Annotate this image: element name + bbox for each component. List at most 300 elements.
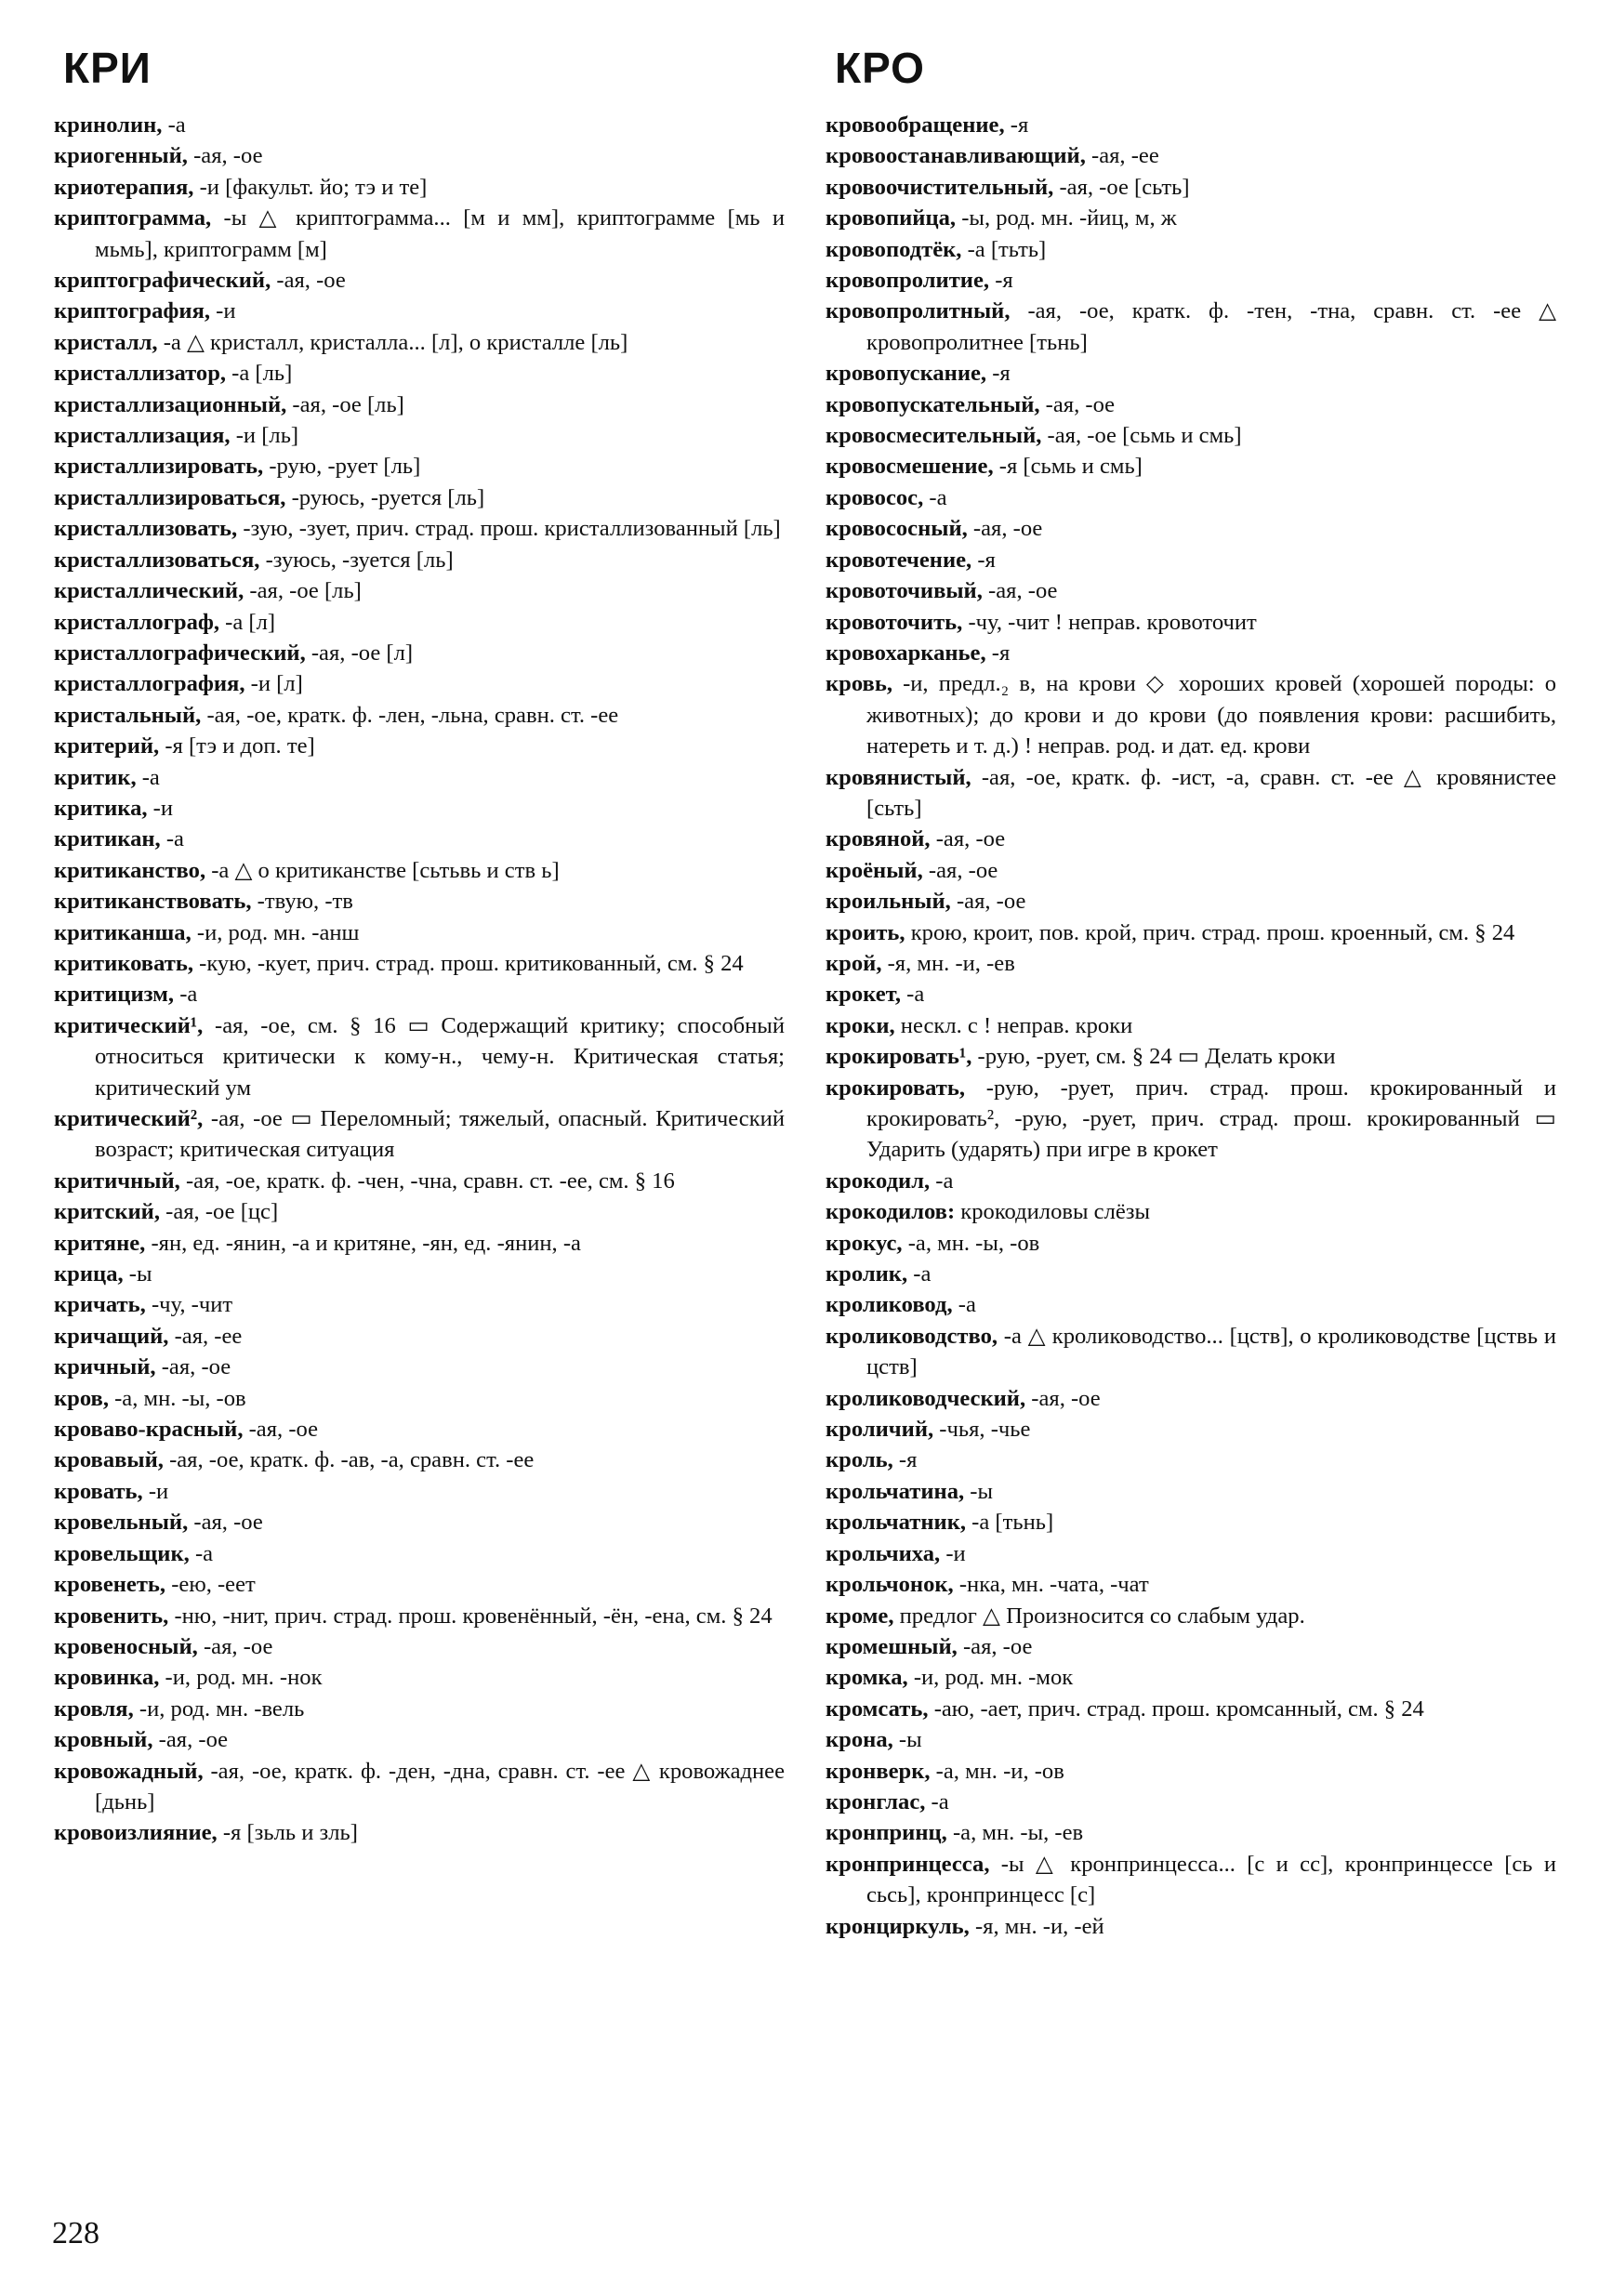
entry-headword: кровопийца,: [826, 205, 957, 231]
entry-body: -а: [907, 1261, 932, 1287]
entry-body: -чу, -чит: [145, 1292, 233, 1318]
dictionary-entry: [826, 1321, 1556, 1383]
entry-headword: крокировать,: [826, 1075, 966, 1101]
entry-body: -ая, -ое ▭ Переломный; тяжелый, опасный. Критический возраст; критическая ситуация: [95, 1106, 785, 1163]
dictionary-entry: [826, 451, 1556, 482]
entry-body: -я, мн. -и, -ей: [969, 1913, 1104, 1939]
entry-body: -и: [940, 1540, 966, 1566]
dictionary-entry: [54, 451, 785, 482]
entry-body: -ая, -ое: [243, 1417, 319, 1443]
dictionary-entry: [54, 1569, 785, 1600]
entry-headword: кринолин,: [54, 112, 163, 138]
dictionary-entry: [54, 1817, 785, 1848]
entry-headword: кричащий,: [54, 1323, 169, 1349]
dictionary-entry: [54, 1538, 785, 1569]
dictionary-entry: [826, 1694, 1556, 1724]
entry-body: -и [ль]: [230, 423, 299, 449]
dictionary-entry: [54, 1228, 785, 1259]
entry-headword: кристаллограф,: [54, 609, 220, 635]
entry-body: -и, предл.₂ в, на крови ◇ хороших кровей (хорошей породы: о животных); до крови и до крови (до появления крови: расшибить, натереть и т. д.) ! неправ. род. и дат. ед. крови: [866, 671, 1556, 759]
entry-headword: кристалл,: [54, 329, 158, 355]
entry-headword: критиковать,: [54, 950, 193, 976]
dictionary-entry: [826, 1756, 1556, 1787]
entry-body: -руюсь, -руется [ль]: [285, 484, 485, 510]
entry-body: -я: [1004, 112, 1029, 138]
entry-headword: кровообращение,: [826, 112, 1005, 138]
dictionary-entry: [826, 203, 1556, 233]
entry-body: -я: [985, 640, 1011, 666]
entry-body: -я: [892, 1447, 918, 1473]
dictionary-entry: [826, 638, 1556, 668]
entry-headword: кроме,: [826, 1603, 894, 1629]
dictionary-entry: [54, 1321, 785, 1352]
dictionary-entry: [826, 1383, 1556, 1414]
entry-body: -а △ кристалл, кристалла... [л], о кристалле [ль]: [157, 329, 628, 355]
dictionary-entry: [54, 140, 785, 171]
entry-body: -ая, -ое [ль]: [244, 578, 362, 604]
dictionary-entry: [54, 545, 785, 575]
entry-headword: критический²,: [54, 1106, 204, 1131]
dictionary-entry: [54, 762, 785, 793]
entry-body: -ею, -еет: [165, 1572, 256, 1598]
entry-body: -я [тэ и доп. те]: [159, 733, 315, 759]
entry-headword: кронпринцесса,: [826, 1851, 990, 1877]
entry-headword: кровяной,: [826, 826, 931, 852]
running-head-left: КРИ: [63, 44, 152, 92]
dictionary-entry: [54, 1352, 785, 1382]
dictionary-entry: [54, 1694, 785, 1724]
entry-headword: кровоостанавливающий,: [826, 143, 1086, 169]
entry-headword: кровосос,: [826, 484, 924, 510]
entry-headword: кристаллизоваться,: [54, 547, 260, 573]
dictionary-entry: [54, 700, 785, 731]
dictionary-entry: [826, 513, 1556, 544]
entry-body: -а △ кролиководство... [цств], о кролиководстве [цствь и цств]: [866, 1323, 1556, 1380]
dictionary-entry: [54, 420, 785, 451]
dictionary-entry: [54, 948, 785, 979]
entry-body: -ая, -ое: [950, 889, 1026, 915]
entry-body: -а: [923, 484, 947, 510]
entry-headword: криптографический,: [54, 268, 271, 294]
entry-body: -я [зьль и зль]: [217, 1820, 358, 1846]
dictionary-entry: [826, 917, 1556, 948]
entry-body: -я, мн. -и, -ев: [881, 950, 1015, 976]
dictionary-entry: [54, 172, 785, 203]
entry-headword: кровь,: [826, 671, 892, 697]
entry-headword: кровянистый,: [826, 764, 971, 790]
dictionary-entry: [54, 731, 785, 761]
entry-body: -ая, -ое: [982, 578, 1058, 604]
entry-headword: крокодил,: [826, 1168, 931, 1194]
entry-body: -а, мн. -ы, -ов: [902, 1230, 1040, 1256]
dictionary-entry: [826, 1911, 1556, 1942]
entry-headword: криотерапия,: [54, 174, 194, 200]
entry-headword: крокировать¹,: [826, 1044, 972, 1070]
entry-headword: кронпринц,: [826, 1820, 947, 1846]
entry-body: -а: [925, 1788, 949, 1814]
entry-headword: кровный,: [54, 1727, 153, 1753]
entry-body: -ая, -ое [л]: [305, 640, 414, 666]
entry-headword: кроить,: [826, 919, 905, 945]
dictionary-entry: [54, 1414, 785, 1445]
entry-body: -ы △ кронпринцесса... [с и сс], кронпринцессе [сь и сьсь], кронпринцесс [с]: [866, 1851, 1556, 1908]
dictionary-entry: [54, 855, 785, 886]
entry-body: -и: [147, 795, 174, 821]
entry-body: -я: [971, 547, 996, 573]
entry-headword: кроваво-красный,: [54, 1417, 244, 1443]
dictionary-entry: [826, 855, 1556, 886]
dictionary-entry: [54, 482, 785, 513]
dictionary-entry: [54, 1196, 785, 1227]
entry-body: -ая, -ое, кратк. ф. -ден, -дна, сравн. ст. -ее △ кровожаднее [дьнь]: [95, 1758, 785, 1814]
entry-headword: крольчонок,: [826, 1572, 954, 1598]
dictionary-entry: [826, 1196, 1556, 1227]
entry-body: -ы: [892, 1727, 922, 1753]
dictionary-entry: [54, 1507, 785, 1537]
dictionary-entry: [826, 762, 1556, 825]
dictionary-entry: [826, 1414, 1556, 1445]
dictionary-entry: [826, 1849, 1556, 1911]
entry-body: нескл. с ! неправ. кроки: [894, 1012, 1133, 1038]
entry-headword: криптограмма,: [54, 205, 212, 231]
dictionary-entry: [826, 1073, 1556, 1166]
page-number: 228: [52, 2216, 99, 2250]
entry-headword: кристаллизовать,: [54, 516, 238, 542]
entry-headword: кристаллизатор,: [54, 361, 227, 387]
entry-headword: кроки,: [826, 1012, 895, 1038]
entry-body: -ы: [964, 1478, 994, 1504]
entry-headword: критик,: [54, 764, 137, 790]
entry-headword: кровенить,: [54, 1603, 169, 1629]
entry-body: -ая, -ое: [187, 143, 263, 169]
dictionary-entry: [826, 1166, 1556, 1196]
entry-headword: кристаллизация,: [54, 423, 231, 449]
dictionary-entry: [826, 948, 1556, 979]
entry-headword: кричный,: [54, 1354, 156, 1380]
entry-headword: кровельщик,: [54, 1540, 190, 1566]
entry-headword: кровоточить,: [826, 609, 963, 635]
entry-headword: кристаллизационный,: [54, 391, 287, 417]
entry-body: -ая, -ое [сьмь и смь]: [1041, 423, 1242, 449]
entry-headword: кроликовод,: [826, 1292, 953, 1318]
dictionary-entry: [826, 886, 1556, 917]
entry-body: -ая, -ое: [155, 1354, 231, 1380]
entry-body: -и, род. мн. -вель: [133, 1696, 305, 1722]
dictionary-entry: [826, 110, 1556, 140]
entry-headword: критика,: [54, 795, 148, 821]
dictionary-entry: [826, 1289, 1556, 1320]
dictionary-entry: [826, 607, 1556, 638]
entry-body: -ая, -ое, кратк. ф. -тен, -тна, сравн. ст. -ее △ кровопролитнее [тьнь]: [866, 298, 1556, 355]
entry-body: -а: [136, 764, 160, 790]
entry-body: -ы: [123, 1261, 152, 1287]
entry-body: -ая, -ое: [197, 1633, 273, 1659]
dictionary-entry: [54, 917, 785, 948]
dictionary-entry: [826, 1601, 1556, 1631]
entry-body: -зую, -зует, прич. страд. прош. кристаллизованный [ль]: [237, 516, 781, 542]
running-head-right: КРО: [835, 44, 925, 92]
dictionary-entry: [826, 1662, 1556, 1693]
dictionary-entry: [826, 1259, 1556, 1289]
entry-body: -ая, -ее: [168, 1323, 243, 1349]
entry-headword: крольчатник,: [826, 1510, 967, 1536]
dictionary-entry: [54, 1010, 785, 1103]
entry-headword: критский,: [54, 1199, 160, 1225]
entry-body: -я [сьмь и смь]: [993, 454, 1143, 480]
dictionary-entry: [54, 607, 785, 638]
entry-headword: кроёный,: [826, 857, 923, 883]
entry-body: -и: [210, 298, 236, 324]
entry-headword: кровенеть,: [54, 1572, 166, 1598]
entry-body: -и, род. мн. -анш: [191, 919, 360, 945]
dictionary-entry: [54, 668, 785, 699]
entry-headword: критяне,: [54, 1230, 146, 1256]
dictionary-entry: [826, 1010, 1556, 1041]
entry-headword: кроличий,: [826, 1417, 934, 1443]
dictionary-entry: [54, 886, 785, 917]
entry-headword: кровать,: [54, 1478, 143, 1504]
entry-body: -ая, -ое: [1039, 391, 1116, 417]
entry-headword: кролик,: [826, 1261, 908, 1287]
entry-headword: кронциркуль,: [826, 1913, 970, 1939]
entry-headword: критиканство,: [54, 857, 206, 883]
entry-body: -а [тьнь]: [966, 1510, 1054, 1536]
dictionary-entry: [826, 482, 1556, 513]
dictionary-entry: [826, 1538, 1556, 1569]
entry-body: крокодиловы слёзы: [955, 1199, 1151, 1225]
entry-headword: кристаллографический,: [54, 640, 306, 666]
entry-headword: крокет,: [826, 982, 901, 1008]
entry-headword: крокодилов:: [826, 1199, 956, 1225]
entry-headword: кроль,: [826, 1447, 893, 1473]
entry-headword: кровельный,: [54, 1510, 189, 1536]
entry-body: -ая, -ое: [930, 826, 1006, 852]
entry-body: -и, род. мн. -нок: [159, 1665, 323, 1691]
entry-headword: кров,: [54, 1385, 109, 1411]
entry-headword: кролиководческий,: [826, 1385, 1026, 1411]
dictionary-entry: [54, 1756, 785, 1818]
entry-headword: критикан,: [54, 826, 161, 852]
dictionary-entry: [54, 1259, 785, 1289]
dictionary-entry: [54, 575, 785, 606]
entry-headword: критиканша,: [54, 919, 192, 945]
dictionary-entry: [54, 979, 785, 1009]
entry-headword: критерий,: [54, 733, 160, 759]
dictionary-entry: [826, 172, 1556, 203]
dictionary-entry: [826, 575, 1556, 606]
entry-body: -и [л]: [244, 671, 303, 697]
entry-headword: кровоизлияние,: [54, 1820, 218, 1846]
entry-body: -ая, -ее: [1085, 143, 1159, 169]
dictionary-entry: [826, 1724, 1556, 1755]
dictionary-entry: [826, 668, 1556, 761]
entry-headword: кромсать,: [826, 1696, 929, 1722]
dictionary-entry: [826, 1631, 1556, 1662]
entry-body: -а [тьть]: [961, 236, 1047, 262]
entry-body: -ая, -ое: [957, 1633, 1033, 1659]
entry-body: -зуюсь, -зуется [ль]: [259, 547, 454, 573]
dictionary-entry: [826, 1041, 1556, 1072]
dictionary-entry: [54, 1662, 785, 1693]
entry-headword: критиканствовать,: [54, 889, 252, 915]
entry-body: -а: [901, 982, 925, 1008]
entry-body: -твую, -тв: [251, 889, 353, 915]
dictionary-entry: [54, 1289, 785, 1320]
entry-body: -и [факульт. йо; тэ и тe]: [193, 174, 428, 200]
dictionary-entry: [826, 140, 1556, 171]
entry-body: крою, кроит, пов. крой, прич. страд. прош. кроенный, см. § 24: [905, 919, 1515, 945]
entry-headword: кромешный,: [826, 1633, 958, 1659]
dictionary-entry: [54, 110, 785, 140]
entry-body: -ян, ед. -янин, -а и критяне, -ян, ед. -янин, -а: [145, 1230, 581, 1256]
entry-headword: кровопролитие,: [826, 268, 990, 294]
dictionary-entry: [826, 265, 1556, 296]
entry-body: -а [л]: [219, 609, 276, 635]
dictionary-entry: [54, 824, 785, 854]
entry-headword: кролиководство,: [826, 1323, 998, 1349]
entry-headword: кроильный,: [826, 889, 951, 915]
dictionary-entry: [826, 1228, 1556, 1259]
entry-body: -рую, -рует, прич. страд. прош. крокированный и крокировать², -рую, -рует, прич. страд. прош. крокированный ▭ Ударить (ударять) при игре в крокет: [866, 1075, 1556, 1163]
entry-headword: кромка,: [826, 1665, 908, 1691]
entry-headword: критичный,: [54, 1168, 180, 1194]
entry-body: -аю, -ает, прич. страд. прош. кромсанный, см. § 24: [928, 1696, 1424, 1722]
entry-headword: криогенный,: [54, 143, 188, 169]
entry-body: -а: [162, 112, 186, 138]
entry-headword: кровосмесительный,: [826, 423, 1042, 449]
dictionary-entry: [826, 824, 1556, 854]
dictionary-entry: [826, 234, 1556, 265]
entry-body: -и: [142, 1478, 169, 1504]
dictionary-entry: [826, 1569, 1556, 1600]
entry-headword: крой,: [826, 950, 882, 976]
entry-headword: кристаллизироваться,: [54, 484, 286, 510]
entry-headword: критический¹,: [54, 1012, 204, 1038]
dictionary-entry: [54, 1166, 785, 1196]
entry-body: -а: [952, 1292, 976, 1318]
dictionary-entry: [826, 358, 1556, 389]
dictionary-entry: [54, 1445, 785, 1475]
entry-headword: кровля,: [54, 1696, 134, 1722]
entry-headword: кровотечение,: [826, 547, 972, 573]
entry-body: -ая, -ое: [271, 268, 346, 294]
dictionary-entry: [54, 296, 785, 326]
dictionary-entry: [826, 420, 1556, 451]
dictionary-entry: [54, 1724, 785, 1755]
entry-headword: кричать,: [54, 1292, 146, 1318]
dictionary-entry: [54, 1601, 785, 1631]
entry-headword: кровопускательный,: [826, 391, 1040, 417]
dictionary-entry: [826, 389, 1556, 420]
entry-body: -а: [930, 1168, 954, 1194]
entry-body: -ы, род. мн. -йиц, м, ж: [956, 205, 1177, 231]
entry-body: -и, род. мн. -мок: [907, 1665, 1074, 1691]
entry-body: -а, мн. -ы, -ев: [946, 1820, 1084, 1846]
dictionary-entry: [54, 358, 785, 389]
entry-headword: кровопролитный,: [826, 298, 1011, 324]
dictionary-entry: [826, 545, 1556, 575]
dictionary-entry: [826, 979, 1556, 1009]
entry-body: -нка, мн. -чата, -чат: [953, 1572, 1149, 1598]
dictionary-entry: [54, 389, 785, 420]
entry-body: -а: [174, 982, 198, 1008]
entry-body: -ая, -ое: [1025, 1385, 1101, 1411]
entry-headword: кровосмешение,: [826, 454, 994, 480]
entry-headword: кровососный,: [826, 516, 968, 542]
entry-body: -ая, -ое: [922, 857, 998, 883]
dictionary-entry: [826, 1507, 1556, 1537]
entry-headword: крольчиха,: [826, 1540, 941, 1566]
entry-headword: кровавый,: [54, 1447, 164, 1473]
entry-body: -я: [989, 268, 1013, 294]
entry-body: -ню, -нит, прич. страд. прош. кровенённый, -ён, -ена, см. § 24: [168, 1603, 773, 1629]
dictionary-entry: [826, 1787, 1556, 1817]
entry-headword: крольчатина,: [826, 1478, 965, 1504]
dictionary-entry: [826, 296, 1556, 358]
entry-headword: критицизм,: [54, 982, 175, 1008]
entry-body: -а, мн. -ы, -ов: [108, 1385, 246, 1411]
entry-body: -ая, -ое, кратк. ф. -лен, -льна, сравн. ст. -ее: [201, 702, 619, 728]
entry-body: -рую, -рует [ль]: [263, 454, 421, 480]
entry-body: -кую, -кует, прич. страд. прош. критикованный, см. § 24: [192, 950, 744, 976]
entry-headword: кровохарканье,: [826, 640, 986, 666]
dictionary-entry: [54, 203, 785, 265]
entry-body: -а [ль]: [226, 361, 293, 387]
dictionary-entry: [54, 327, 785, 358]
entry-body: -чу, -чит ! неправ. кровоточит: [962, 609, 1257, 635]
entry-headword: кристаллизировать,: [54, 454, 264, 480]
entry-headword: кронглас,: [826, 1788, 926, 1814]
entry-headword: кровожадный,: [54, 1758, 204, 1784]
entry-body: -ая, -ое, кратк. ф. -ав, -а, сравн. ст. -ее: [163, 1447, 535, 1473]
entry-headword: кристаллография,: [54, 671, 245, 697]
entry-body: -а: [189, 1540, 214, 1566]
entry-headword: крокус,: [826, 1230, 903, 1256]
right-column: [826, 110, 1556, 1942]
dictionary-entry: [54, 1631, 785, 1662]
entry-headword: крона,: [826, 1727, 893, 1753]
entry-headword: кровопускание,: [826, 361, 987, 387]
entry-body: -рую, -рует, см. § 24 ▭ Делать кроки: [971, 1044, 1336, 1070]
dictionary-entry: [54, 513, 785, 544]
entry-headword: кровоточивый,: [826, 578, 983, 604]
dictionary-entry: [54, 1103, 785, 1166]
entry-body: -ая, -ое: [188, 1510, 263, 1536]
entry-headword: кронверк,: [826, 1758, 931, 1784]
dictionary-entry: [54, 638, 785, 668]
left-column: [54, 110, 785, 1849]
dictionary-entry: [54, 265, 785, 296]
entry-body: -ая, -ое: [152, 1727, 229, 1753]
entry-body: -а △ о критиканстве [сьтьвь и ств ь]: [205, 857, 560, 883]
entry-headword: криптография,: [54, 298, 211, 324]
entry-body: -ы △ криптограмма... [м и мм], криптограмме [мь и мьмь], криптограмм [м]: [95, 205, 785, 262]
entry-body: предлог △ Произносится со слабым удар.: [893, 1603, 1305, 1629]
entry-body: -ая, -ое, кратк. ф. -ист, -а, сравн. ст. -ее △ кровянистее [сьть]: [866, 764, 1556, 821]
entry-body: -а: [160, 826, 184, 852]
entry-body: -ая, -ое [ль]: [286, 391, 404, 417]
entry-body: -я: [986, 361, 1011, 387]
entry-headword: кровинка,: [54, 1665, 160, 1691]
entry-body: -ая, -ое [сьть]: [1053, 174, 1190, 200]
dictionary-entry: [54, 1476, 785, 1507]
dictionary-entry: [54, 1383, 785, 1414]
entry-body: -ая, -ое, см. § 16 ▭ Содержащий критику; способный относиться критически к кому-н., чему-н. Критическая статья; критический ум: [95, 1012, 785, 1101]
entry-headword: кровоподтёк,: [826, 236, 962, 262]
entry-headword: кровеносный,: [54, 1633, 198, 1659]
entry-headword: кровоочистительный,: [826, 174, 1054, 200]
dictionary-entry: [826, 1817, 1556, 1848]
